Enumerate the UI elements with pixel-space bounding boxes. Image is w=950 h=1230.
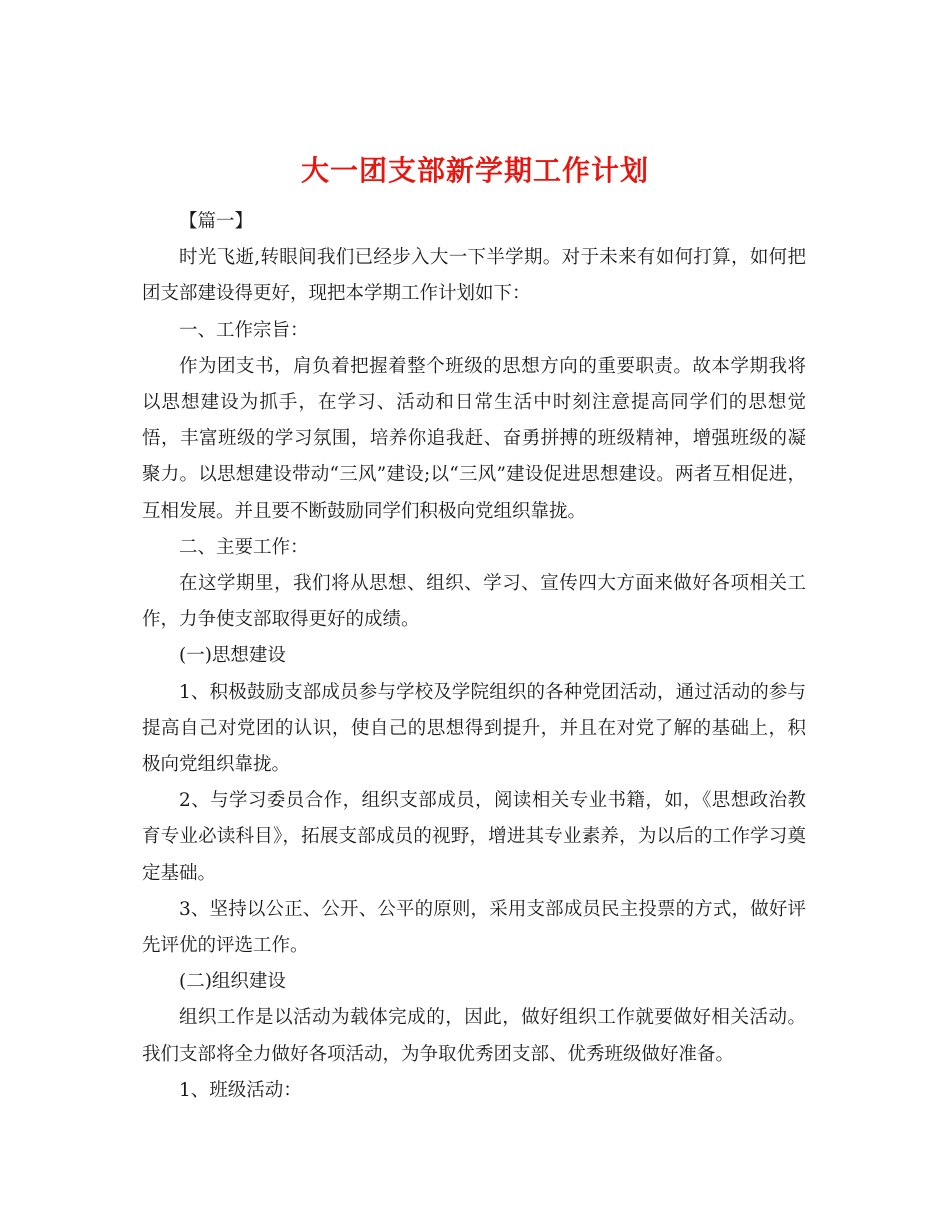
list-item-2: 2、与学习委员合作，组织支部成员，阅读相关专业书籍，如，《思想政治教育专业必读科目》，拓展支部成员的视野，增进其专业素养，为以后的工作学习奠定基础。 xyxy=(142,790,806,884)
list-item-1: 1、积极鼓励支部成员参与学校及学院组织的各种党团活动，通过活动的参与提高自己对党团的认识，使自己的思想得到提升，并且在对党了解的基础上，积极向党组织靠拢。 xyxy=(142,681,806,776)
class-activities-item: 1、班级活动： xyxy=(179,1079,302,1101)
heading-work-purpose: 一、工作宗旨： xyxy=(179,319,309,341)
subheading-ideological-building: (一)思想建设 xyxy=(179,645,286,667)
heading-main-work: 二、主要工作： xyxy=(179,536,309,558)
document-body xyxy=(142,204,806,1109)
work-purpose-paragraph: 作为团支书，肩负着把握着整个班级的思想方向的重要职责。故本学期我将以思想建设为抓手，在学习、活动和日常生活中时刻注意提高同学们的思想觉悟，丰富班级的学习氛围，培养你追我赶、奋勇拼搏的班级精神，增强班级的凝聚力。以思想建设带动“三风”建设;以“三风”建设促进思想建设。两者互相促进，互相发展。并且要不断鼓励同学们积极向党组织靠拢。 xyxy=(142,355,806,522)
organization-paragraph: 组织工作是以活动为载体完成的，因此，做好组织工作就要做好相关活动。我们支部将全力做好各项活动，为争取优秀团支部、优秀班级做好准备。 xyxy=(142,1007,806,1065)
list-item-3: 3、坚持以公正、公开、公平的原则，采用支部成员民主投票的方式，做好评先评优的评选工作。 xyxy=(142,898,806,957)
document-title: 大一团支部新学期工作计划 xyxy=(300,153,649,187)
section-heading-part-one: 【篇一】 xyxy=(179,211,254,232)
subheading-organization-building: (二)组织建设 xyxy=(179,971,286,993)
main-work-paragraph: 在这学期里，我们将从思想、组织、学习、宣传四大方面来做好各项相关工作，力争使支部取得更好的成绩。 xyxy=(142,573,806,631)
intro-paragraph: 时光飞逝,转眼间我们已经步入大一下半学期。对于未来有如何打算，如何把团支部建设得更好，现把本学期工作计划如下： xyxy=(142,247,806,305)
